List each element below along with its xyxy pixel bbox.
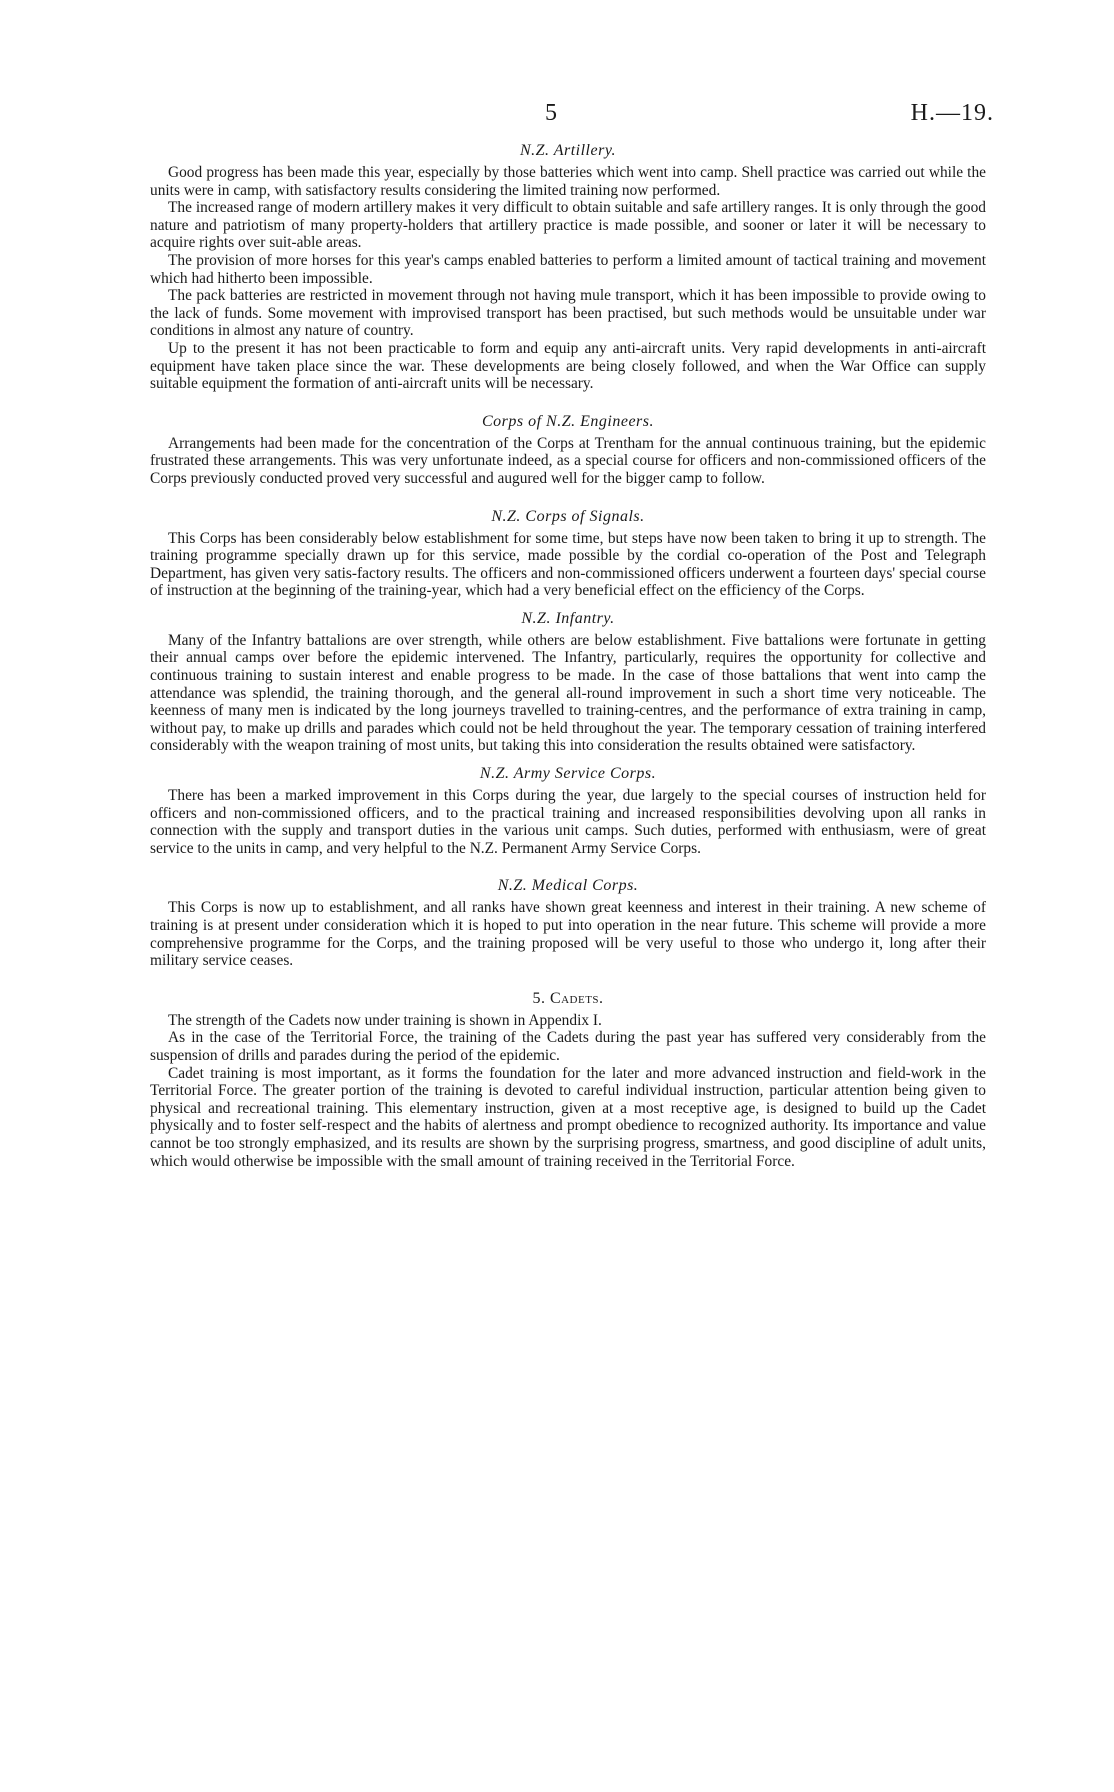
paragraph: This Corps is now up to establishment, and all ranks have shown great keenness and interest in their training. A new scheme of training is at present under consideration which it is hoped to put into operation in the near future. This scheme will provide a more comprehensive programme for the Corps, and the training proposed will be very useful to those who undergo it, long after their military service ceases. [150,899,986,970]
section-heading: 5. Cadets. [532,989,604,1007]
paragraph: The pack batteries are restricted in movement through not having mule transport, which it has been impossible to provide owing to the lack of funds. Some movement with improvised transport has been practised, but such methods would be unsuitable under war conditions in almost any nature of country. [150,287,986,340]
paragraph: This Corps has been considerably below establishment for some time, but steps have now been taken to bring it up to strength. The training programme specially drawn up for this service, made possible by the cordial co-operation of the Post and Telegraph Department, has given very satis-factory results. The officers and non-commissioned officers underwent a fourteen days' special course of instruction at the beginning of the training-year, which had a very beneficial effect on the efficiency of the Corps. [150,529,986,600]
section-heading: Corps of N.Z. Engineers. [481,412,654,430]
section-cadets [150,990,986,1170]
paragraph: The increased range of modern artillery makes it very difficult to obtain suitable and safe artillery ranges. It is only through the good nature and patriotism of many property-holders that artillery practice is made possible, and sooner or later it will be necessary to acquire rights over suit-able areas. [150,199,986,252]
paragraph: Up to the present it has not been practicable to form and equip any anti-aircraft units. Very rapid developments in anti-aircraft equipment have taken place since the war. These developments are being closely followed, and when the War Office can supply suitable equipment the formation of anti-aircraft units will be necessary. [150,339,986,393]
paragraph: The strength of the Cadets now under training is shown in Appendix I. [168,1011,602,1029]
section-artillery [150,142,986,393]
paragraph: Many of the Infantry battalions are over strength, while others are below establishment. Five battalions were fortunate in getting their annual camps over before the epidemic intervened. The Infantry, particularly, requires the opportunity for collective and continuous training to sustain interest and enable progress to be made. In the case of those battalions that went into camp the attendance was splendid, the training thorough, and the general all-round improvement in such a short time very noticeable. The keenness of many men is indicated by the long journeys travelled to training-centres, and the performance of extra training in camp, without pay, to make up drills and parades which could not be held throughout the year. The temporary cessation of training interfered considerably with the weapon training of most units, but taking this into consideration the results obtained were satisfactory. [150,631,986,755]
paragraph: There has been a marked improvement in this Corps during the year, due largely to the special courses of instruction held for officers and non-commissioned officers, and to the practical training and increased responsibilities devolving upon all ranks in connection with the supply and transport duties in the various unit camps. Such duties, performed with enthusiasm, were of great service to the units in camp, and very helpful to the N.Z. Permanent Army Service Corps. [150,787,986,857]
section-medical-corps [150,877,986,969]
paragraph: Good progress has been made this year, especially by those batteries which went into camp. Shell practice was carried out while the units were in camp, with satisfactory results considering the limited training now performed. [150,164,986,199]
paragraph: As in the case of the Territorial Force, the training of the Cadets during the past year has suffered very considerably from the suspension of drills and parades during the period of the epidemic. [150,1029,986,1064]
section-heading: N.Z. Medical Corps. [497,877,639,895]
section-engineers [150,413,986,488]
page-body [150,142,986,1170]
section-heading: N.Z. Army Service Corps. [479,765,657,783]
document-reference: H.—19. [910,100,994,126]
section-heading: N.Z. Infantry. [521,609,615,627]
paragraph: The provision of more horses for this year's camps enabled batteries to perform a limited amount of tactical training and movement which had hitherto been impossible. [150,251,986,287]
page-number: 5 [545,100,557,126]
paragraph: Arrangements had been made for the concentration of the Corps at Trentham for the annual continuous training, but the epidemic frustrated these arrangements. This was very unfortunate indeed, as a special course for officers and non-commissioned officers of the Corps previously conducted proved very successful and augured well for the bigger camp to follow. [150,434,986,487]
section-signals [150,508,986,600]
paragraph: Cadet training is most important, as it forms the foundation for the later and more advanced instruction and field-work in the Territorial Force. The greater portion of the training is devoted to careful individual instruction, particular attention being given to physical and recreational training. This elementary instruction, given at a most receptive age, is designed to build up the Cadet physically and to foster self-respect and the habits of alertness and prompt obedience to recognized authority. Its importance and value cannot be too strongly emphasized, and its results are shown by the surprising progress, smartness, and good discipline of adult units, which would otherwise be impossible with the small amount of training received in the Territorial Force. [150,1064,986,1170]
section-heading: N.Z. Corps of Signals. [491,507,645,525]
section-army-service-corps [150,765,986,857]
section-infantry [150,610,986,755]
section-heading: N.Z. Artillery. [519,142,617,159]
page-header [0,100,1114,132]
